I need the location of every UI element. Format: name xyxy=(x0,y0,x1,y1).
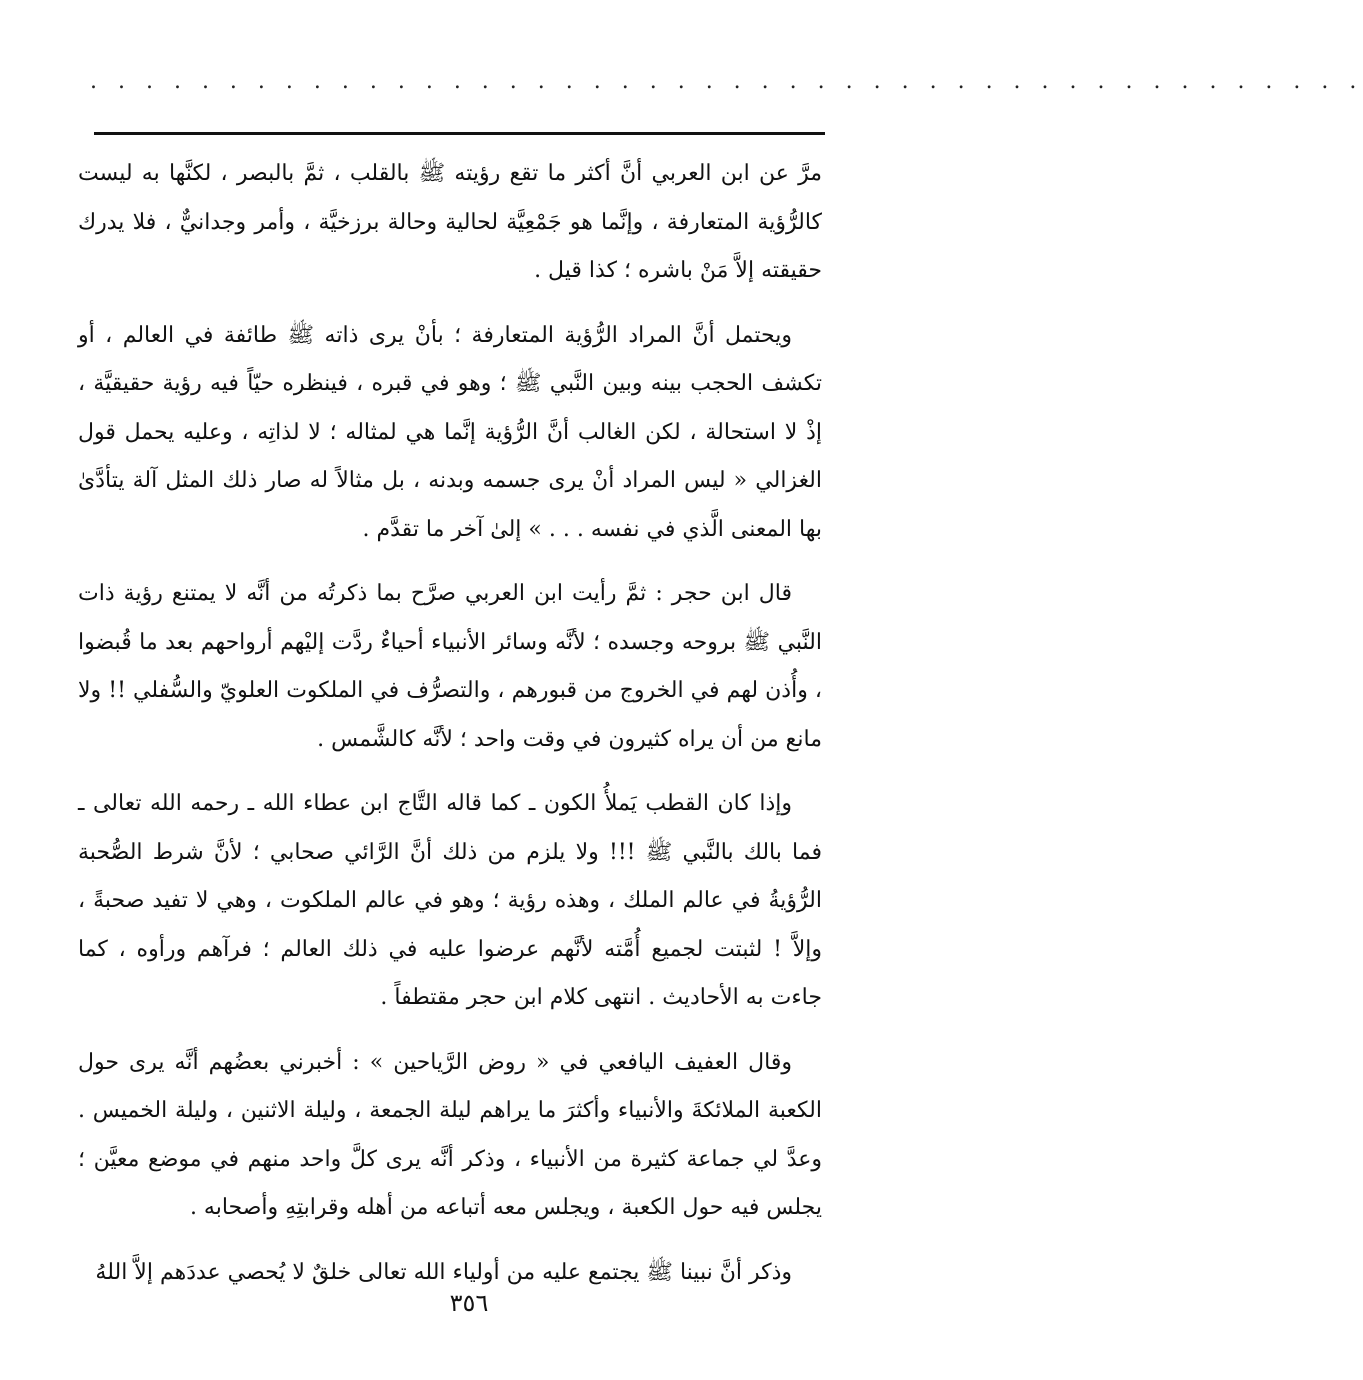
paragraph-4: وإذا كان القطب يَملأُ الكون ـ كما قاله التَّاج ابن عطاء الله ـ رحمه الله تعالى ـ فما بالك بالنَّبي ﷺ !!! ولا يلزم من ذلك أنَّ الرَّائي صحابي ؛ لأنَّ شرط الصُّحبة الرُّؤيةُ في عالم الملك ، وهذه رؤية ؛ وهو في عالم الملكوت ، وهي لا تفيد صحبةً ، وإلاَّ ! لثبتت لجميع أُمَّته لأنَّهم عرضوا عليه في ذلك العالم ؛ فرآهم ورأوه ، كما جاءت به الأحاديث . انتهى كلام ابن حجر مقتطفاً . xyxy=(78,791,822,1010)
body-text xyxy=(78,150,822,1313)
paragraph-1: مرَّ عن ابن العربي أنَّ أكثر ما تقع رؤيته ﷺ بالقلب ، ثمَّ بالبصر ، لكنَّها به ليست كالرُّؤية المتعارفة ، وإنَّما هو جَمْعِيَّة لحالية وحالة برزخيَّة ، وأمر وجدانيٌّ ، فلا يدرك حقيقته إلاَّ مَنْ باشره ؛ كذا قيل . xyxy=(78,161,822,283)
header-rule xyxy=(94,132,825,135)
page-number: ٣٥٦ xyxy=(449,1289,489,1317)
paragraph-6: وذكر أنَّ نبينا ﷺ يجتمع عليه من أولياء الله تعالى خلقٌ لا يُحصي عددَهم إلاَّ اللهُ xyxy=(95,1259,792,1285)
header-dotted-line: . . . . . . . . . . . . . . . . . . . . . . . . . . . . . . . . . . . . . . . . . . . . . . xyxy=(90,69,1363,94)
paragraph-2: ويحتمل أنَّ المراد الرُّؤية المتعارفة ؛ بأنْ يرى ذاته ﷺ طائفة في العالم ، أو تكشف الحجب بينه وبين النَّبي ﷺ ؛ وهو في قبره ، فينظره حيّاً فيه رؤية حقيقيَّة ، إذْ لا استحالة ، لكن الغالب أنَّ الرُّؤية إنَّما هي لمثاله ؛ لا لذاتِه ، وعليه يحمل قول الغزالي « ليس المراد أنْ يرى جسمه وبدنه ، بل مثالاً له صار ذلك المثل آلة يتأدَّىٰ بها المعنى الَّذي في نفسه . . . » إلىٰ آخر ما تقدَّم . xyxy=(78,322,822,542)
paragraph-3: قال ابن حجر : ثمَّ رأيت ابن العربي صرَّح بما ذكرتُه من أنَّه لا يمتنع رؤية ذات النَّبي ﷺ بروحه وجسده ؛ لأنَّه وسائر الأنبياء أحياءٌ ردَّت إليْهم أرواحهم بعد ما قُبضوا ، وأُذن لهم في الخروج من قبورهم ، والتصرُّف في الملكوت العلويّ والسُّفلي !! ولا مانع من أن يراه كثيرون في وقت واحد ؛ لأنَّه كالشَّمس . xyxy=(78,581,822,752)
paragraph-5: وقال العفيف اليافعي في « روض الرَّياحين » : أخبرني بعضُهم أنَّه يرى حول الكعبة الملائكةَ والأنبياء وأكثرَ ما يراهم ليلة الجمعة ، وليلة الاثنين ، وليلة الخميس . وعدَّ لي جماعة كثيرة من الأنبياء ، وذكر أنَّه يرى كلَّ واحد منهم في موضع معيَّن ؛ يجلس فيه حول الكعبة ، ويجلس معه أتباعه من أهله وقرابتِهِ وأصحابه . xyxy=(78,1049,822,1220)
